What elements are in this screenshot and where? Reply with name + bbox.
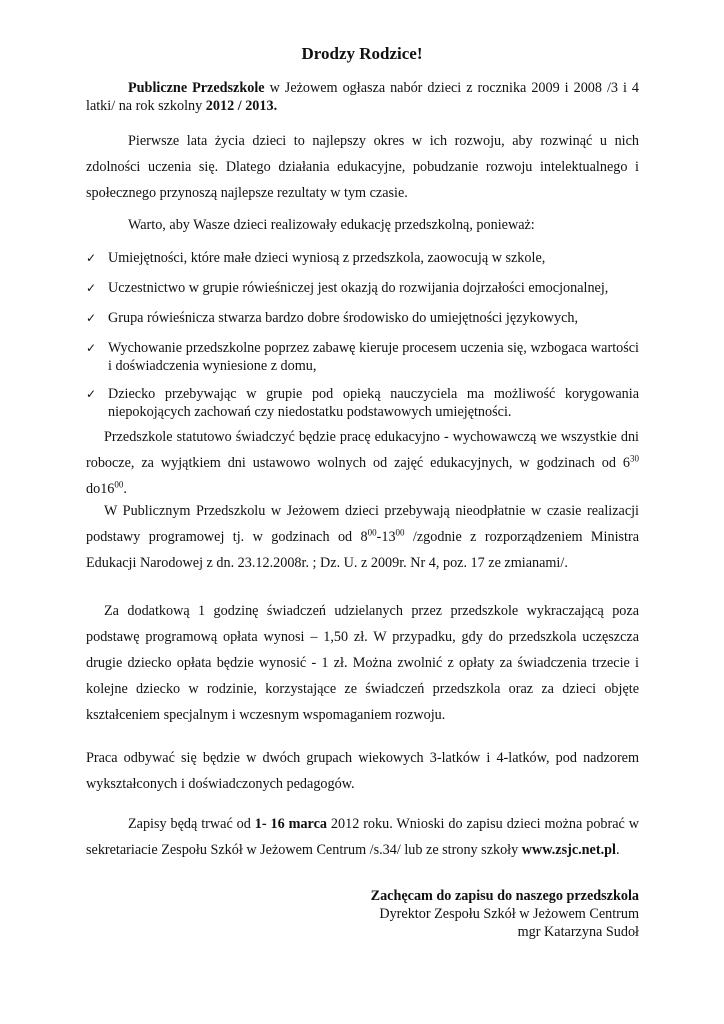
paragraph-early-years: Pierwsze lata życia dzieci to najlepszy okres w ich rozwoju, aby rozwinąć u nich zdolności uczenia się. Dlatego działania edukacyjne, pobudzanie rozwoju intelektualnego i społecznego przynoszą najlepsze rezultaty w tym czasie.	[86, 133, 639, 201]
intro-text: w Jeżowem ogłasza nabór dzieci z rocznika 2009 i 2008 /3 i 4 latki/ na rok szkolny	[86, 80, 639, 114]
school-year: 2012 / 2013.	[205, 98, 278, 114]
bullet-text: Grupa rówieśnicza stwarza bardzo dobre środowisko do umiejętności językowych,	[108, 310, 579, 326]
paragraph-working-hours: Przedszkole statutowo świadczyć będzie pracę edukacyjno - wychowawczą we wszystkie dni robocze, za wyjątkiem dni ustawowo wolnych od zajęć edukacyjnych, w godzinach od $6^{30}$ $do16^{00}$.	[86, 429, 639, 497]
signature-invitation: Zachęcam do zapisu do naszego przedszkola	[370, 888, 639, 904]
paragraph-fees: Za dodatkową 1 godzinę świadczeń udzielanych przez przedszkole wykraczającą poza podstawę programową opłata wynosi – 1,50 zł. W przypadku, gdy do przedszkola uczęszcza drugie dziecko opłata będzie wynosić - 1 zł. Można zwolnić z opłaty za świadczenia trzecie i kolejne dziecko w rodzinie, korzystające ze świadczeń przedszkola oraz za dzieci objęte kształceniem specjalnym i wczesnym wspomaganiem rozwoju.	[86, 603, 639, 723]
bullet-text: Dziecko przebywając w grupie pod opieką nauczyciela ma możliwość korygowania niepokojących zachowań czy niedostatku podstawowych umiejętności.	[108, 386, 639, 420]
paragraph-enrollment: Zapisy będą trwać od 1- 16 marca 2012 roku. Wnioski do zapisu dzieci można pobrać w sekretariacie Zespołu Szkół w Jeżowem Centrum /s.34/ lub ze strony szkoły www.zsjc.net.pl.	[86, 816, 639, 858]
signature-name: mgr Katarzyna Sudoł	[517, 924, 639, 940]
bullet-text: Wychowanie przedszkolne poprzez zabawę kieruje procesem uczenia się, wzbogaca wartości i doświadczenia wyniesione z domu,	[108, 340, 639, 374]
signature-position: Dyrektor Zespołu Szkół w Jeżowem Centrum	[379, 906, 639, 922]
bullet-text: Uczestnictwo w grupie rówieśniczej jest okazją do rozwijania dojrzałości emocjonalnej,	[108, 280, 609, 296]
school-website-link[interactable]: www.zsjc.net.pl	[521, 842, 616, 858]
enrollment-dates: 1- 16 marca	[254, 816, 327, 832]
page-title: Drodzy Rodzice!	[301, 44, 423, 63]
checkmark-icon: ✓	[86, 341, 97, 355]
checkmark-icon: ✓	[86, 387, 97, 401]
checkmark-icon: ✓	[86, 251, 97, 265]
checkmark-icon: ✓	[86, 281, 97, 295]
checkmark-icon: ✓	[86, 311, 97, 325]
intro-paragraph	[86, 79, 639, 115]
bullet-text: Umiejętności, które małe dzieci wyniosą z przedszkola, zaowocują w szkole,	[108, 250, 546, 266]
signature-block	[371, 887, 639, 941]
paragraph-reasons-intro: Warto, aby Wasze dzieci realizowały edukację przedszkolną, ponieważ:	[128, 217, 535, 233]
paragraph-groups: Praca odbywać się będzie w dwóch grupach wiekowych 3-latków i 4-latków, pod nadzorem wykształconych i doświadczonych pedagogów.	[86, 750, 639, 792]
paragraph-free-hours: W Publicznym Przedszkolu w Jeżowem dzieci przebywają nieodpłatnie w czasie realizacji podstawy programowej tj. w godzinach od $8^{00}-13^{00}$ /zgodnie z rozporządzeniem Ministra Edukacji Narodowej z dn. 23.12.2008r. ; Dz. U. z 2009r. Nr 4, poz. 17 ze zmianami/.	[86, 503, 640, 571]
preschool-name: Publiczne Przedszkole	[128, 80, 265, 96]
